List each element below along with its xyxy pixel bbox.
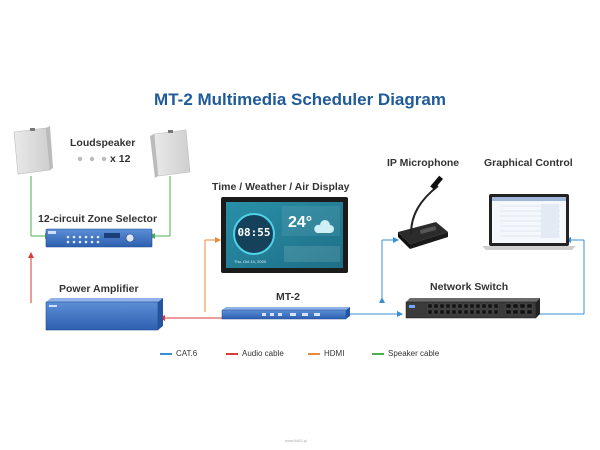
speaker-cable-right	[152, 176, 170, 236]
watermark: www.MA2.pl	[285, 438, 308, 443]
screen-clock: 08:55	[237, 226, 271, 239]
speaker-count-label: x 12	[110, 153, 131, 165]
loudspeaker-label: Loudspeaker	[70, 137, 136, 149]
ip-microphone-label: IP Microphone	[387, 157, 460, 169]
diagram-title: MT-2 Multimedia Scheduler Diagram	[154, 90, 446, 109]
loudspeaker-left-icon	[14, 126, 53, 174]
mt2-device	[222, 307, 350, 319]
network-switch-label: Network Switch	[430, 281, 509, 293]
graphical-control-label: Graphical Control	[484, 157, 573, 169]
mt2-label: MT-2	[276, 291, 300, 303]
screen-date: Thu, Oct 14, 2020	[234, 259, 267, 264]
speaker-dots	[78, 157, 106, 161]
speaker-cable-left	[31, 176, 48, 236]
cat6-cable-switch-to-computer	[538, 240, 584, 314]
power-amplifier-label: Power Amplifier	[59, 283, 139, 295]
legend-label-cat6: CAT.6	[176, 349, 198, 358]
screen-temperature: 24°	[288, 214, 313, 231]
legend-label-audio: Audio cable	[242, 349, 284, 358]
cat6-cable-switch-to-mic	[382, 240, 396, 300]
display-label: Time / Weather / Air Display	[212, 181, 350, 193]
computer-device	[482, 194, 576, 250]
legend-label-hdmi: HDMI	[324, 349, 345, 358]
loudspeaker-right-icon	[150, 130, 190, 178]
hdmi-cable-mt2-to-display	[205, 240, 218, 312]
zone-selector-label: 12-circuit Zone Selector	[38, 213, 158, 225]
legend-label-speaker: Speaker cable	[388, 349, 440, 358]
power-amplifier-device	[46, 298, 163, 330]
zone-selector-device	[46, 229, 152, 247]
network-switch-device	[406, 298, 540, 318]
ip-microphone-device	[398, 176, 448, 249]
